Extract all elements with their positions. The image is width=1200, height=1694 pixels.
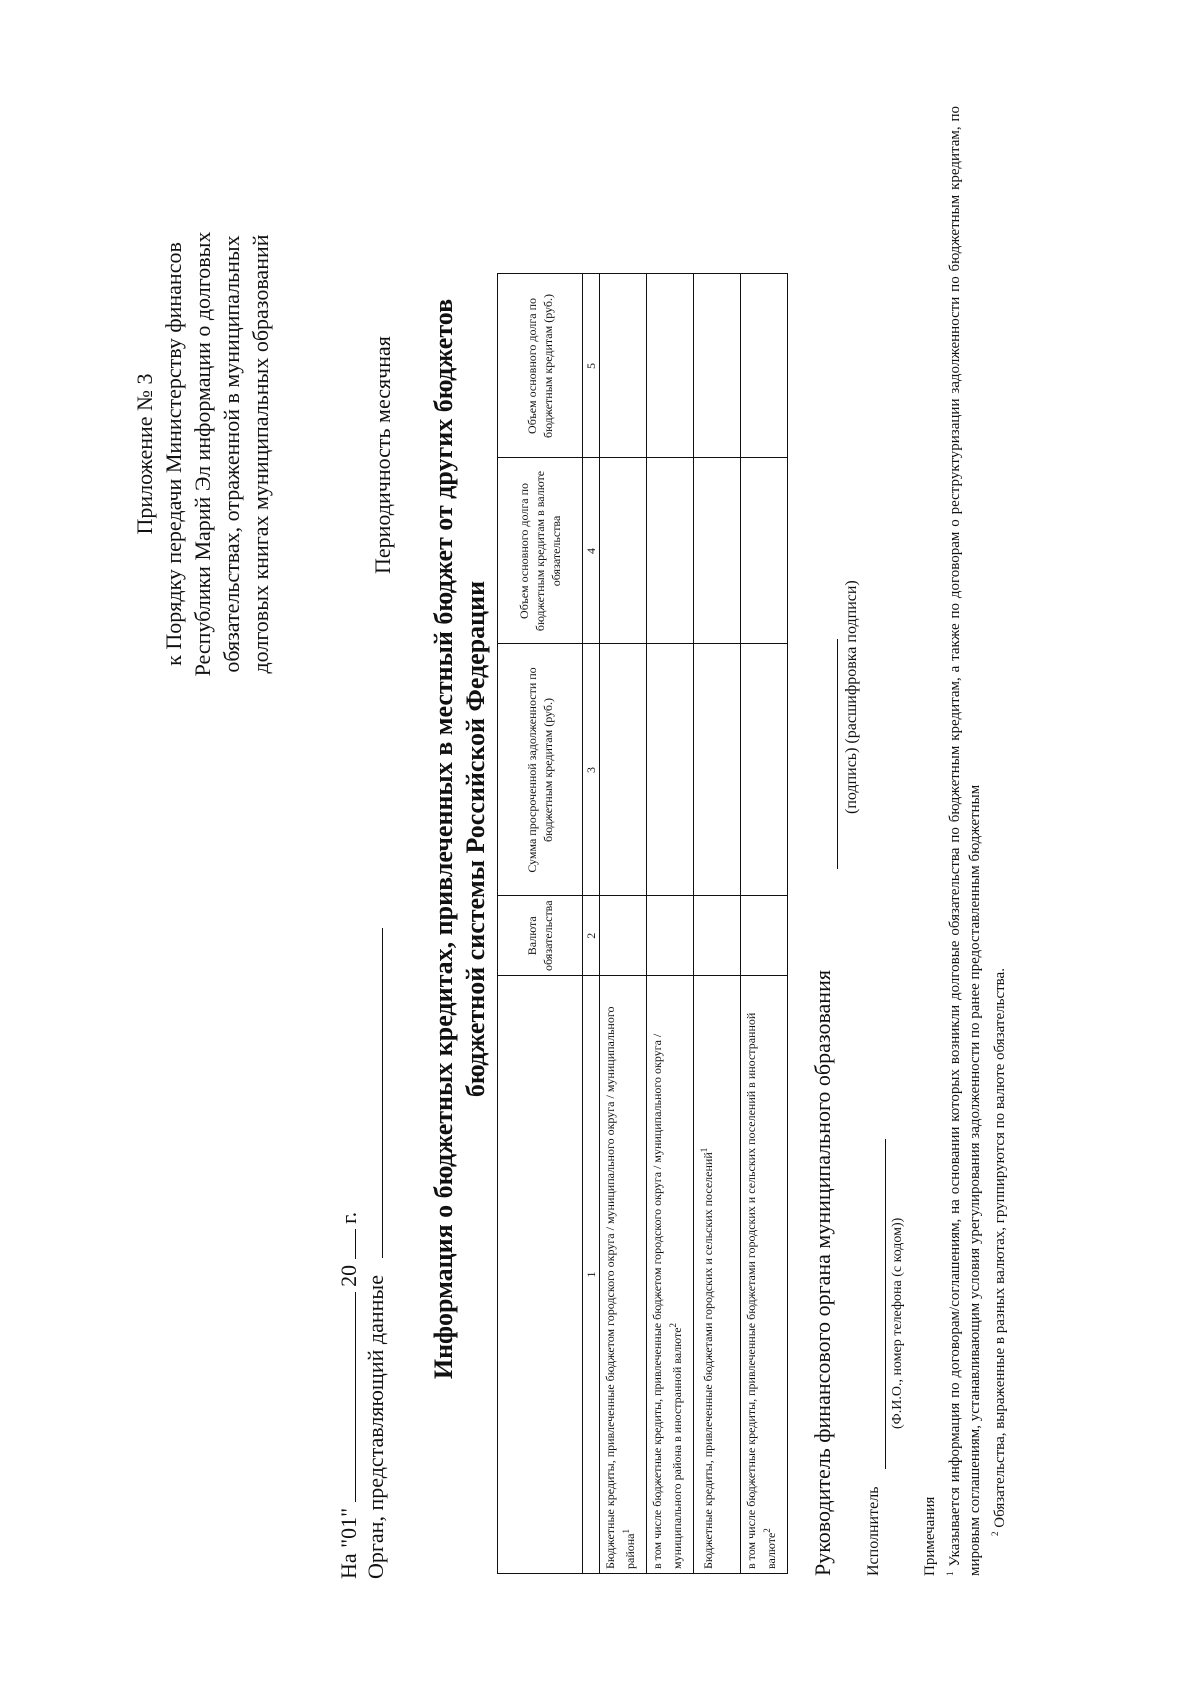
title-line: Информация о бюджетных кредитах, привлеченных в местный бюджет от других бюджетов [429,298,458,1380]
signature-caption: (подпись) (расшифровка подписи) [843,580,860,814]
table-cell[interactable] [600,896,647,976]
table-header [498,976,583,1574]
column-number: 4 [583,458,600,644]
footnote-ref: 2 [762,1528,772,1533]
footnote-ref: 2 [668,1322,678,1328]
footnote: $^1$ Указывается информация по договорам/соглашениям, на основании которых возникли долговые обязательства по бюджетным кредитам, а также по договорам о реструктуризации задолженности по бюджетным кредитам, по мировым соглашениям, устанавливающим условия урегулирования задолженности по ранее предоставленным бюджетным [945,105,983,1576]
signer-label: Руководитель финансового органа муниципального образования [810,970,835,1576]
month-blank [335,1292,356,1502]
row-label: в том числе бюджетные кредиты, привлеченные бюджетами городских и сельских поселений в иностранной валюте$^2$ [741,976,788,1574]
footnote-ref: 1 [621,1529,631,1534]
table-row [647,274,694,1574]
table-cell[interactable] [600,458,647,644]
year-blank [335,1229,356,1259]
table-header: Сумма просроченной задолженности по бюджетным кредитам (руб.) [498,644,583,896]
column-number: 1 [583,976,600,1574]
organization-blank [362,928,383,1258]
column-number-row [583,274,600,1574]
table-cell[interactable] [741,896,788,976]
table-cell[interactable] [647,458,694,644]
appendix-line: долговых книгах муниципальных образований [248,234,273,674]
footnote: $^2$ Обязательства, выраженные в разных валютах, группируются по валюте обязательства. [990,968,1008,1536]
title-line: бюджетной системы Российской Федерации [461,580,490,1098]
column-number: 2 [583,896,600,976]
table-cell[interactable] [600,274,647,458]
table-header: Объем основного долга по бюджетным кредитам (руб.) [498,274,583,458]
executor-caption: (Ф.И.О., номер телефона (с кодом)) [890,1217,905,1429]
signature-line[interactable] [815,639,838,869]
table-row [741,274,788,1574]
table-cell[interactable] [647,274,694,458]
column-number: 5 [583,274,600,458]
table-cell[interactable] [694,896,741,976]
table-cell[interactable] [694,644,741,896]
year-suffix: г. [336,1211,361,1224]
footnote-ref: 1 [699,1147,709,1153]
date-prefix: На "01" [336,1507,361,1579]
row-label: Бюджетные кредиты, привлеченные бюджетом городского округа / муниципального округа / муниципального района$^1$ [600,976,647,1574]
footnote-number: 1 [945,1571,955,1576]
organization-label: Орган, представляющий данные [363,1275,388,1579]
notes-heading: Примечания [922,1496,938,1576]
table-header: Валюта обязательства [498,896,583,976]
table-cell[interactable] [600,644,647,896]
table-cell[interactable] [741,644,788,896]
table-row [600,274,647,1574]
table-cell[interactable] [741,274,788,458]
appendix-line: Республики Марий Эл информации о долговых [190,231,215,677]
periodicity-label: Периодичность месячная [370,336,395,574]
table-header-row [498,274,583,1574]
year-prefix: 20 [336,1264,361,1287]
table-cell[interactable] [741,458,788,644]
appendix-line: к Порядку передачи Министерству финансов [161,242,186,666]
row-label: Бюджетные кредиты, привлеченные бюджетами городских и сельских поселений$^1$ [694,976,741,1574]
credits-table [497,273,788,1574]
appendix-header [130,174,275,734]
table-cell[interactable] [647,644,694,896]
table-header: Объем основного долга по бюджетным кредитам в валюте обязательства [498,458,583,644]
footnote-number: 2 [990,1531,1000,1536]
row-label: в том числе бюджетные кредиты, привлеченные бюджетом городского округа / муниципального округа / муниципального района в иностранной валюте$^2$ [647,976,694,1574]
executor-label: Исполнитель [865,1486,882,1576]
table-cell[interactable] [694,274,741,458]
report-date-line [335,1212,362,1579]
notes-section [920,106,1010,1576]
appendix-line: Приложение № 3 [132,373,157,535]
appendix-line: обязательствах, отраженной в муниципальных [219,235,244,673]
column-number: 3 [583,644,600,896]
document-title [428,164,492,1514]
table-row [694,274,741,1574]
table-cell[interactable] [647,896,694,976]
organization-line [362,928,389,1579]
executor-line[interactable] [867,1139,886,1469]
table-cell[interactable] [694,458,741,644]
